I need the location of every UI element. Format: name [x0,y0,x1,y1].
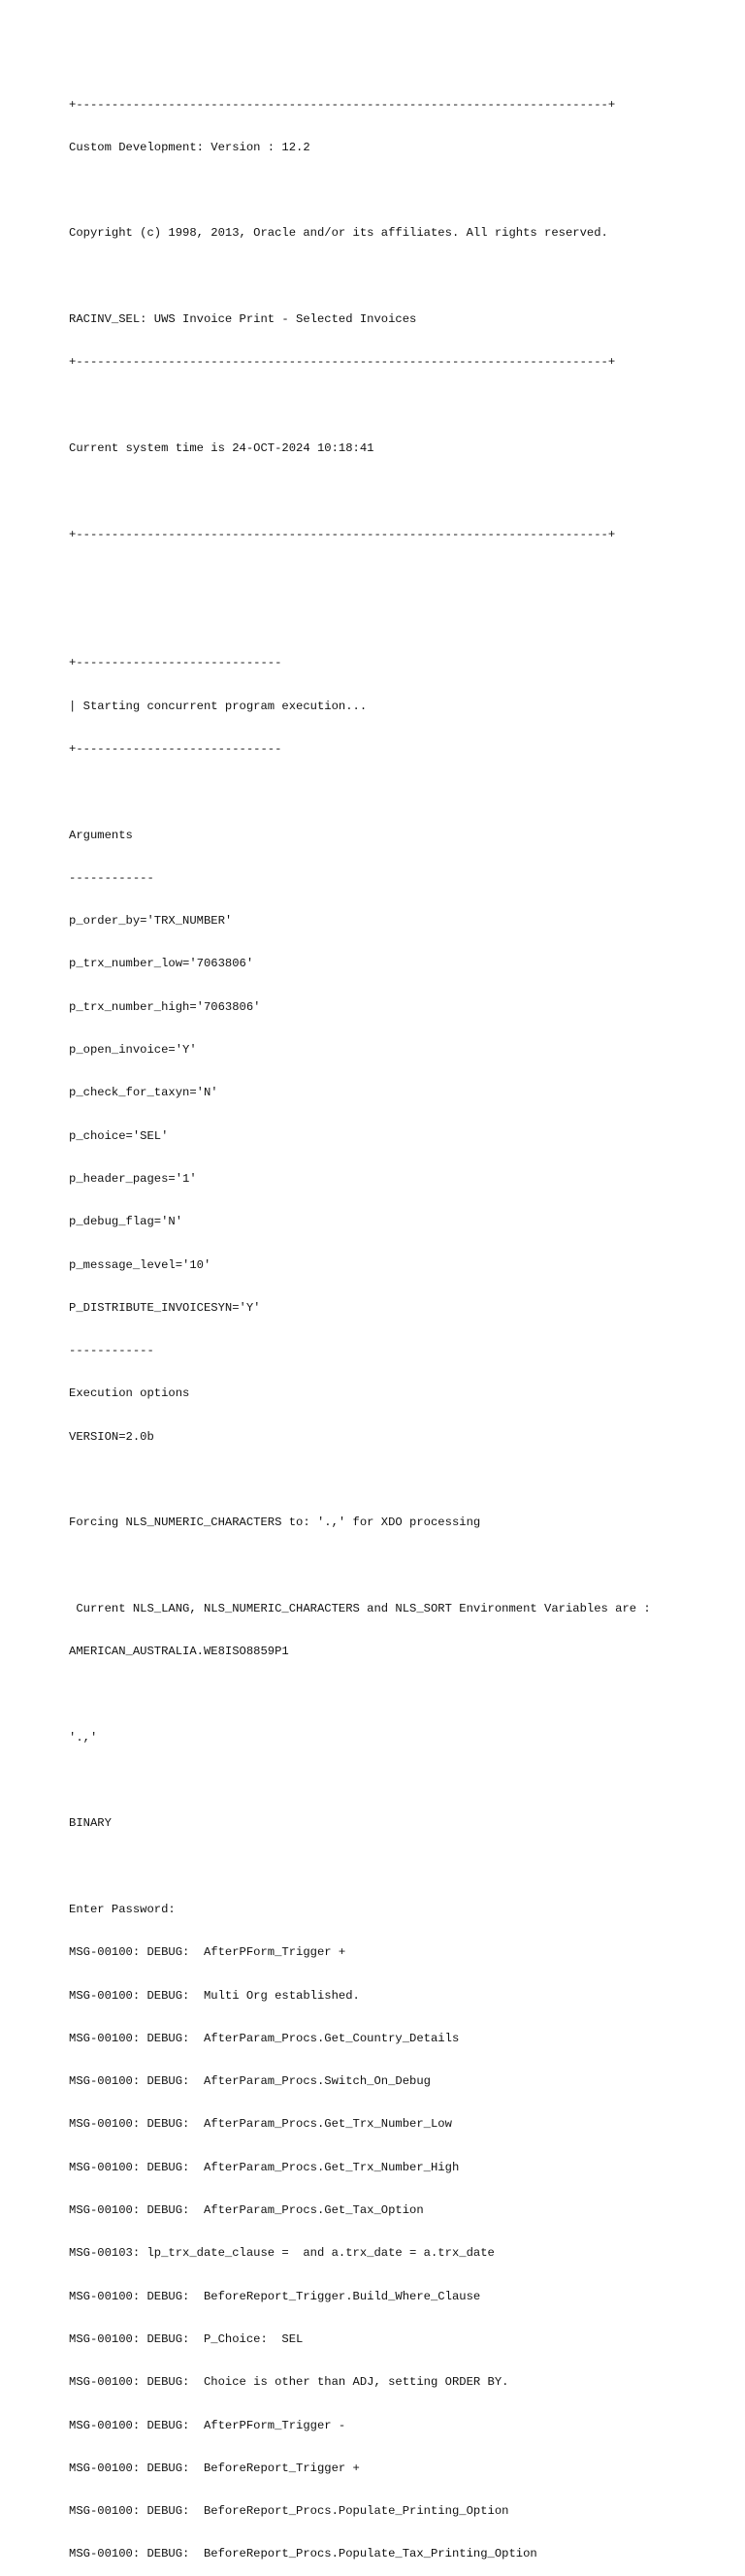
log-line: p_trx_number_high='7063806' [69,999,261,1014]
log-line: +---------------------------------------------------------------------------+ [69,527,616,541]
log-line: p_choice='SEL' [69,1128,169,1143]
log-line: p_header_pages='1' [69,1171,197,1186]
log-line: +----------------------------- [69,656,282,670]
log-line: +----------------------------- [69,741,282,756]
log-line: p_open_invoice='Y' [69,1043,197,1058]
log-line: Arguments [69,828,133,842]
log-line: MSG-00100: DEBUG: AfterParam_Procs.Switch_On_Debug [69,2074,431,2089]
log-line: p_trx_number_low='7063806' [69,957,254,971]
log-line: BINARY [69,1816,112,1831]
log-line [69,1774,651,1788]
log-line [69,613,651,628]
log-line [69,1688,651,1703]
log-line [69,1473,651,1487]
log-line [69,183,651,198]
log-line [69,1559,651,1574]
log-line: Current NLS_LANG, NLS_NUMERIC_CHARACTERS and NLS_SORT Environment Variables are : [69,1601,651,1615]
log-line: Copyright (c) 1998, 2013, Oracle and/or its affiliates. All rights reserved. [69,226,608,241]
log-line: Custom Development: Version : 12.2 [69,140,310,154]
log-line: VERSION=2.0b [69,1429,154,1444]
log-line: | Starting concurrent program execution... [69,699,368,713]
log-line [69,399,651,413]
log-line: +---------------------------------------------------------------------------+ [69,355,616,370]
log-line [69,270,651,284]
log-line: MSG-00100: DEBUG: BeforeReport_Trigger.Build_Where_Clause [69,2289,481,2303]
log-line [69,484,651,499]
log-line: p_check_for_taxyn='N' [69,1086,218,1100]
log-line: p_message_level='10' [69,1257,211,1272]
log-line: MSG-00100: DEBUG: Choice is other than ADJ, setting ORDER BY. [69,2375,509,2390]
log-line: MSG-00100: DEBUG: BeforeReport_Trigger + [69,2461,360,2475]
log-line: p_debug_flag='N' [69,1215,183,1229]
log-line: MSG-00103: lp_trx_date_clause = and a.trx_date = a.trx_date [69,2246,495,2261]
log-line: P_DISTRIBUTE_INVOICESYN='Y' [69,1300,261,1315]
log-line: +---------------------------------------------------------------------------+ [69,97,616,112]
log-line [69,785,651,799]
log-line [69,1860,651,1875]
log-line: ------------ [69,870,154,885]
log-line: MSG-00100: DEBUG: AfterParam_Procs.Get_Tax_Option [69,2203,424,2218]
log-line: MSG-00100: DEBUG: Multi Org established. [69,1988,360,2003]
log-line: MSG-00100: DEBUG: AfterParam_Procs.Get_Country_Details [69,2031,460,2045]
log-line: MSG-00100: DEBUG: P_Choice: SEL [69,2331,304,2346]
log-line: MSG-00100: DEBUG: AfterParam_Procs.Get_Trx_Number_Low [69,2117,452,2132]
log-line: Execution options [69,1386,190,1401]
log-line: MSG-00100: DEBUG: BeforeReport_Procs.Populate_Tax_Printing_Option [69,2547,537,2561]
log-line: ------------ [69,1344,154,1358]
log-line: MSG-00100: DEBUG: AfterPForm_Trigger + [69,1945,346,1960]
log-line: Current system time is 24-OCT-2024 10:18:41 [69,440,374,455]
log-line: MSG-00100: DEBUG: AfterPForm_Trigger - [69,2418,346,2432]
log-line: MSG-00100: DEBUG: BeforeReport_Procs.Populate_Printing_Option [69,2504,509,2519]
log-line: Enter Password: [69,1903,176,1916]
concurrent-request-log [69,69,651,2576]
log-line: RACINV_SEL: UWS Invoice Print - Selected Invoices [69,312,417,327]
log-line: p_order_by='TRX_NUMBER' [69,914,233,929]
log-line: MSG-00100: DEBUG: AfterParam_Procs.Get_Trx_Number_High [69,2160,460,2174]
log-line: '.,' [69,1730,98,1745]
log-line: AMERICAN_AUSTRALIA.WE8ISO8859P1 [69,1645,289,1659]
log-line [69,571,651,585]
log-line: Forcing NLS_NUMERIC_CHARACTERS to: '.,' for XDO processing [69,1516,481,1530]
